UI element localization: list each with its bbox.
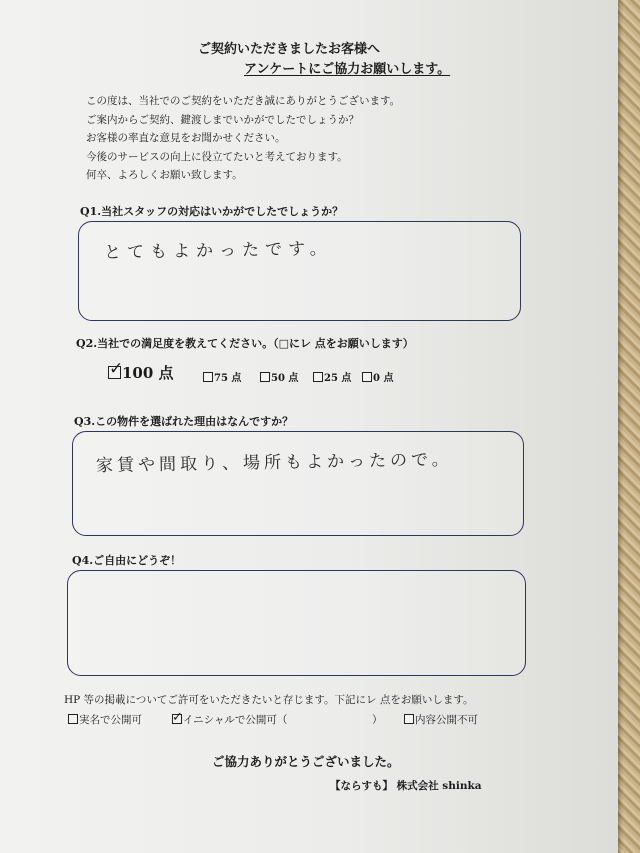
publication-prompt: HP 等の掲載についてご許可をいただきたいと存じます。下記にレ 点をお願いします。	[64, 694, 474, 706]
pub-option-initials[interactable]	[172, 712, 287, 727]
q4-answer-box[interactable]	[67, 570, 526, 676]
q2-option-50[interactable]	[260, 369, 298, 384]
checkbox-0[interactable]	[362, 372, 372, 382]
q2-question: Q2.当社での満足度を教えてください。（□にレ 点をお願いします）	[76, 337, 414, 350]
pub-option-label: 内容公開不可	[415, 714, 478, 726]
q2-option-0[interactable]	[362, 369, 393, 384]
checkbox-50[interactable]	[260, 372, 270, 382]
checkbox-initials[interactable]	[172, 710, 183, 725]
pub-option-no-publish[interactable]	[404, 712, 478, 727]
checkmark-icon: ✓	[172, 710, 183, 725]
pub-initials-close-paren: ）	[372, 714, 383, 726]
q2-option-label: 50 点	[271, 373, 299, 384]
header-line-1: ご契約いただきましたお客様へ	[198, 42, 381, 57]
checkbox-75[interactable]	[203, 372, 213, 382]
intro-line: 何卒、よろしくお願い致します。	[86, 169, 243, 181]
header-line-2: アンケートにご協力お願いします。	[244, 62, 451, 77]
checkbox-no-publish[interactable]	[404, 714, 414, 724]
intro-line: お客様の率直な意見をお聞かせください。	[86, 132, 286, 144]
footer-company: 【ならすも】 株式会社 shinka	[330, 780, 482, 792]
q4-question: Q4.ご自由にどうぞ！	[72, 554, 182, 567]
q2-option-100[interactable]	[108, 359, 174, 383]
pub-option-label: イニシャルで公開可（	[183, 714, 288, 726]
q3-handwritten-answer: 家賃や間取り、場所もよかったので。	[95, 449, 453, 477]
q2-option-25[interactable]	[313, 369, 351, 384]
q1-question: Q1.当社スタッフの対応はいかがでしたでしょうか？	[80, 205, 344, 218]
q3-question: Q3.この物件を選ばれた理由はなんですか？	[74, 415, 294, 428]
intro-text	[86, 92, 400, 185]
intro-line: ご案内からご契約、鍵渡しまでいかがでしたでしょうか？	[86, 113, 359, 126]
pub-option-label: 実名で公開可	[79, 714, 142, 726]
intro-line: この度は、当社でのご契約をいただき誠にありがとうございます。	[86, 95, 401, 107]
q2-option-label: 75 点	[214, 373, 242, 384]
q2-option-75[interactable]	[203, 369, 241, 384]
checkbox-100[interactable]	[108, 359, 124, 379]
checkmark-icon: ✓	[109, 359, 124, 379]
checkbox-real-name[interactable]	[68, 714, 78, 724]
q2-option-label: 25 点	[324, 373, 352, 384]
intro-line: 今後のサービスの向上に役立てたいと考えております。	[86, 150, 348, 163]
pub-option-real-name[interactable]	[68, 712, 142, 727]
checkbox-25[interactable]	[313, 372, 323, 382]
q2-option-label: 0 点	[373, 373, 394, 384]
q1-handwritten-answer: とてもよかったです。	[103, 239, 333, 263]
q2-option-label: 100 点	[122, 364, 174, 382]
footer-thanks: ご協力ありがとうございました。	[212, 754, 400, 769]
